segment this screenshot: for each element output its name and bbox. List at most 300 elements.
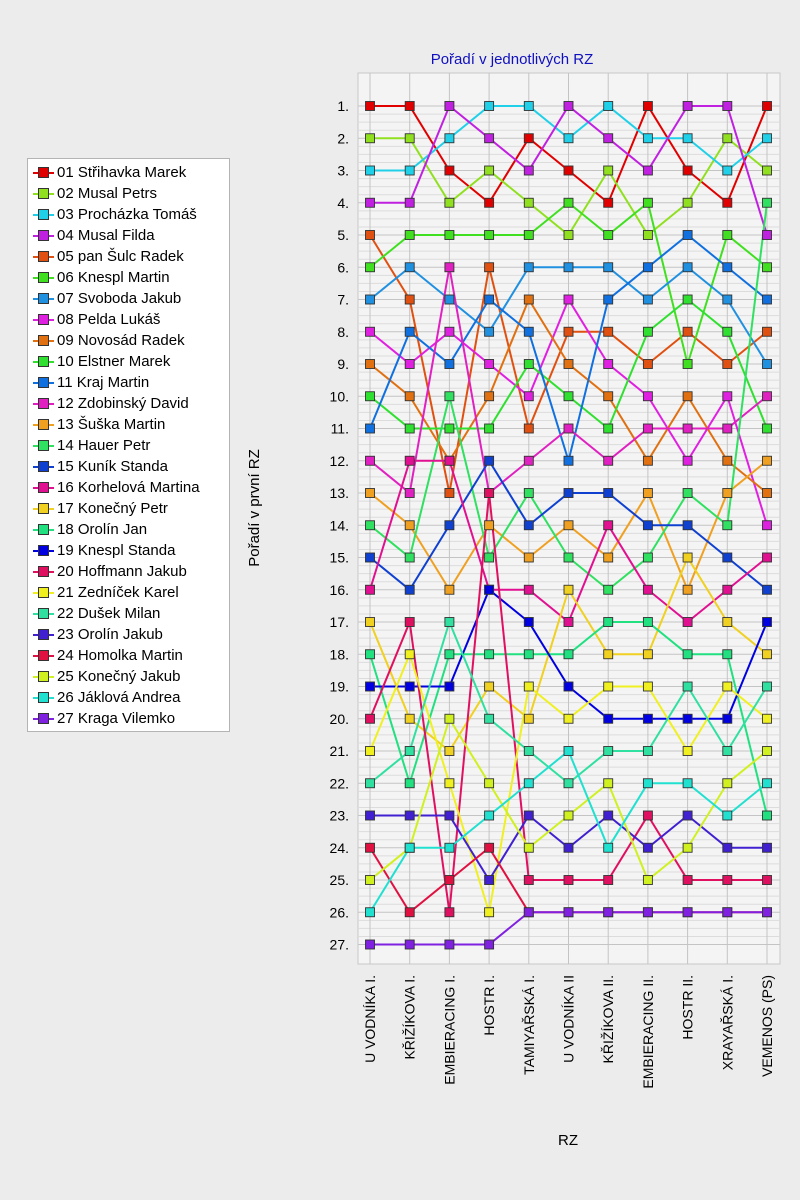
- data-point: [524, 747, 533, 756]
- data-point: [763, 747, 772, 756]
- y-tick-label: 18.: [329, 646, 349, 663]
- legend-marker: [38, 545, 49, 556]
- data-point: [643, 521, 652, 530]
- data-point: [683, 585, 692, 594]
- data-point: [445, 489, 454, 498]
- data-point: [564, 134, 573, 143]
- legend-item: [28, 582, 229, 603]
- data-point: [445, 618, 454, 627]
- data-point: [524, 166, 533, 175]
- legend: [27, 158, 230, 732]
- legend-label: 27 Kraga Vilemko: [57, 710, 176, 727]
- data-point: [405, 134, 414, 143]
- legend-item: [28, 309, 229, 330]
- data-point: [604, 263, 613, 272]
- data-point: [405, 456, 414, 465]
- y-tick-label: 2.: [337, 130, 349, 147]
- x-tick-label: HOSTR II.: [679, 975, 696, 1040]
- legend-item: [28, 519, 229, 540]
- data-point: [366, 908, 375, 917]
- data-point: [366, 102, 375, 111]
- data-point: [723, 650, 732, 659]
- data-point: [405, 327, 414, 336]
- data-point: [366, 682, 375, 691]
- data-point: [524, 424, 533, 433]
- data-point: [564, 489, 573, 498]
- data-point: [564, 327, 573, 336]
- data-point: [643, 585, 652, 594]
- data-point: [683, 327, 692, 336]
- data-point: [366, 489, 375, 498]
- x-tick-label: U VODNÍKA I.: [362, 975, 378, 1063]
- data-point: [683, 908, 692, 917]
- data-point: [723, 618, 732, 627]
- data-point: [763, 231, 772, 240]
- y-tick-label: 19.: [329, 678, 349, 695]
- legend-item: [28, 477, 229, 498]
- data-point: [683, 231, 692, 240]
- legend-label: 23 Orolín Jakub: [57, 626, 163, 643]
- data-point: [366, 456, 375, 465]
- data-point: [763, 102, 772, 111]
- data-point: [604, 198, 613, 207]
- legend-item: [28, 351, 229, 372]
- legend-marker: [38, 650, 49, 661]
- x-tick-label: XRAYAŘSKÁ I.: [719, 975, 736, 1071]
- legend-item: [28, 708, 229, 729]
- data-point: [366, 618, 375, 627]
- legend-marker: [38, 692, 49, 703]
- data-point: [683, 876, 692, 885]
- data-point: [485, 456, 494, 465]
- data-point: [763, 327, 772, 336]
- data-point: [366, 811, 375, 820]
- data-point: [564, 618, 573, 627]
- data-point: [723, 521, 732, 530]
- data-point: [763, 424, 772, 433]
- data-point: [564, 779, 573, 788]
- data-point: [604, 876, 613, 885]
- legend-marker: [38, 272, 49, 283]
- x-tick-labels: [362, 975, 775, 1089]
- data-point: [524, 263, 533, 272]
- data-point: [366, 263, 375, 272]
- data-point: [604, 682, 613, 691]
- legend-item: [28, 645, 229, 666]
- data-point: [643, 618, 652, 627]
- data-point: [643, 198, 652, 207]
- data-point: [643, 424, 652, 433]
- data-point: [683, 424, 692, 433]
- legend-marker: [38, 167, 49, 178]
- x-tick-label: KŘIŽÍKOVA II.: [600, 975, 617, 1064]
- data-point: [643, 843, 652, 852]
- y-tick-label: 7.: [337, 291, 349, 308]
- x-axis-label: RZ: [558, 1132, 578, 1149]
- data-point: [723, 585, 732, 594]
- data-point: [405, 779, 414, 788]
- y-tick-label: 14.: [329, 517, 349, 534]
- data-point: [445, 456, 454, 465]
- data-point: [485, 392, 494, 401]
- legend-item: [28, 288, 229, 309]
- legend-label: 08 Pelda Lukáš: [57, 311, 161, 328]
- y-tick-label: 9.: [337, 356, 349, 372]
- data-point: [445, 134, 454, 143]
- data-point: [524, 456, 533, 465]
- data-point: [643, 231, 652, 240]
- data-point: [683, 618, 692, 627]
- data-point: [445, 747, 454, 756]
- y-tick-label: 5.: [337, 227, 349, 243]
- legend-marker: [38, 230, 49, 241]
- data-point: [564, 650, 573, 659]
- y-tick-label: 12.: [329, 452, 349, 469]
- legend-label: 09 Novosád Radek: [57, 332, 185, 349]
- legend-label: 16 Korhelová Martina: [57, 479, 200, 496]
- data-point: [683, 650, 692, 659]
- data-point: [723, 360, 732, 369]
- data-point: [366, 327, 375, 336]
- data-point: [723, 456, 732, 465]
- data-point: [366, 876, 375, 885]
- data-point: [564, 102, 573, 111]
- legend-item: [28, 435, 229, 456]
- data-point: [604, 134, 613, 143]
- data-point: [524, 327, 533, 336]
- data-point: [445, 650, 454, 659]
- legend-marker: [38, 524, 49, 535]
- data-point: [763, 811, 772, 820]
- legend-marker: [38, 251, 49, 262]
- data-point: [604, 456, 613, 465]
- data-point: [564, 747, 573, 756]
- x-tick-label: KŘIŽÍKOVA I.: [401, 975, 418, 1060]
- legend-marker: [38, 503, 49, 514]
- data-point: [763, 198, 772, 207]
- data-point: [366, 392, 375, 401]
- legend-marker: [38, 461, 49, 472]
- data-point: [405, 360, 414, 369]
- data-point: [366, 134, 375, 143]
- data-point: [366, 424, 375, 433]
- data-point: [445, 392, 454, 401]
- data-point: [524, 811, 533, 820]
- data-point: [366, 779, 375, 788]
- data-point: [723, 843, 732, 852]
- legend-item: [28, 561, 229, 582]
- data-point: [524, 489, 533, 498]
- data-point: [366, 231, 375, 240]
- data-point: [723, 747, 732, 756]
- y-tick-label: 10.: [329, 388, 349, 405]
- data-point: [485, 521, 494, 530]
- data-point: [564, 198, 573, 207]
- legend-marker: [38, 188, 49, 199]
- legend-marker: [38, 398, 49, 409]
- y-tick-label: 25.: [329, 872, 349, 888]
- data-point: [763, 134, 772, 143]
- data-point: [683, 714, 692, 723]
- data-point: [485, 585, 494, 594]
- legend-label: 18 Orolín Jan: [57, 521, 148, 538]
- x-tick-label: HOSTR I.: [481, 975, 498, 1036]
- data-point: [405, 618, 414, 627]
- data-point: [445, 424, 454, 433]
- data-point: [564, 263, 573, 272]
- data-point: [763, 843, 772, 852]
- data-point: [723, 295, 732, 304]
- x-tick-label: EMBIERACING I.: [441, 975, 458, 1085]
- data-point: [643, 456, 652, 465]
- legend-label: 19 Knespl Standa: [57, 542, 176, 559]
- data-point: [763, 489, 772, 498]
- data-point: [366, 553, 375, 562]
- legend-label: 14 Hauer Petr: [57, 437, 151, 454]
- data-point: [683, 166, 692, 175]
- data-point: [405, 747, 414, 756]
- data-point: [763, 585, 772, 594]
- data-point: [564, 166, 573, 175]
- data-point: [683, 456, 692, 465]
- data-point: [524, 908, 533, 917]
- data-point: [366, 360, 375, 369]
- data-point: [524, 134, 533, 143]
- data-point: [445, 295, 454, 304]
- y-tick-label: 4.: [337, 194, 349, 211]
- y-tick-label: 24.: [329, 839, 349, 856]
- legend-marker: [38, 314, 49, 325]
- data-point: [564, 876, 573, 885]
- y-tick-label: 16.: [329, 581, 349, 598]
- data-point: [723, 489, 732, 498]
- data-point: [445, 811, 454, 820]
- legend-marker: [38, 377, 49, 388]
- data-point: [643, 489, 652, 498]
- data-point: [485, 134, 494, 143]
- data-point: [683, 360, 692, 369]
- data-point: [405, 424, 414, 433]
- data-point: [564, 295, 573, 304]
- data-point: [723, 553, 732, 562]
- data-point: [485, 166, 494, 175]
- data-point: [763, 553, 772, 562]
- legend-label: 26 Jáklová Andrea: [57, 689, 181, 706]
- y-tick-label: 27.: [329, 936, 349, 953]
- data-point: [723, 134, 732, 143]
- x-tick-label: TAMIYAŘSKÁ I.: [520, 975, 537, 1075]
- data-point: [524, 231, 533, 240]
- data-point: [564, 521, 573, 530]
- data-point: [445, 779, 454, 788]
- data-point: [723, 166, 732, 175]
- data-point: [683, 779, 692, 788]
- data-point: [723, 908, 732, 917]
- data-point: [405, 940, 414, 949]
- data-point: [485, 876, 494, 885]
- y-axis-label: Pořadí v první RZ: [246, 449, 263, 567]
- data-point: [485, 295, 494, 304]
- x-tick-label: EMBIERACING II.: [639, 975, 656, 1089]
- data-point: [445, 231, 454, 240]
- data-point: [643, 714, 652, 723]
- data-point: [763, 714, 772, 723]
- data-point: [405, 521, 414, 530]
- data-point: [604, 424, 613, 433]
- legend-item: [28, 414, 229, 435]
- data-point: [405, 392, 414, 401]
- legend-label: 07 Svoboda Jakub: [57, 290, 182, 307]
- y-tick-label: 20.: [329, 710, 349, 727]
- data-point: [485, 327, 494, 336]
- y-tick-label: 17.: [329, 614, 349, 630]
- data-point: [723, 876, 732, 885]
- data-point: [445, 714, 454, 723]
- data-point: [683, 295, 692, 304]
- y-tick-label: 26.: [329, 904, 349, 921]
- data-point: [405, 650, 414, 659]
- data-point: [485, 682, 494, 691]
- data-point: [643, 392, 652, 401]
- data-point: [485, 263, 494, 272]
- data-point: [604, 650, 613, 659]
- legend-label: 02 Musal Petrs: [57, 185, 158, 202]
- data-point: [366, 747, 375, 756]
- data-point: [763, 392, 772, 401]
- data-point: [643, 102, 652, 111]
- data-point: [763, 263, 772, 272]
- legend-label: 15 Kuník Standa: [57, 458, 168, 475]
- data-point: [524, 876, 533, 885]
- data-point: [524, 650, 533, 659]
- data-point: [405, 166, 414, 175]
- data-point: [643, 295, 652, 304]
- data-point: [604, 231, 613, 240]
- data-point: [445, 102, 454, 111]
- y-tick-labels: [330, 98, 349, 953]
- data-point: [366, 521, 375, 530]
- data-point: [564, 424, 573, 433]
- data-point: [564, 553, 573, 562]
- data-point: [405, 714, 414, 723]
- legend-label: 24 Homolka Martin: [57, 647, 183, 664]
- data-point: [763, 682, 772, 691]
- data-point: [723, 779, 732, 788]
- y-tick-label: 6.: [337, 259, 349, 276]
- data-point: [643, 811, 652, 820]
- legend-item: [28, 540, 229, 561]
- data-point: [524, 102, 533, 111]
- legend-marker: [38, 566, 49, 577]
- legend-marker: [38, 587, 49, 598]
- data-point: [604, 392, 613, 401]
- y-tick-label: 15.: [329, 549, 349, 566]
- data-point: [763, 876, 772, 885]
- legend-item: [28, 225, 229, 246]
- data-point: [445, 908, 454, 917]
- data-point: [405, 263, 414, 272]
- data-point: [723, 198, 732, 207]
- data-point: [445, 940, 454, 949]
- data-point: [485, 553, 494, 562]
- data-point: [683, 521, 692, 530]
- data-point: [485, 360, 494, 369]
- data-point: [604, 553, 613, 562]
- y-tick-label: 1.: [337, 98, 349, 114]
- data-point: [524, 392, 533, 401]
- legend-item: [28, 183, 229, 204]
- data-point: [763, 521, 772, 530]
- data-point: [524, 553, 533, 562]
- data-point: [524, 295, 533, 304]
- data-point: [643, 327, 652, 336]
- data-point: [366, 166, 375, 175]
- data-point: [683, 553, 692, 562]
- data-point: [485, 843, 494, 852]
- legend-label: 22 Dušek Milan: [57, 605, 161, 622]
- data-point: [366, 585, 375, 594]
- data-point: [723, 263, 732, 272]
- data-point: [524, 521, 533, 530]
- data-point: [763, 779, 772, 788]
- data-point: [763, 908, 772, 917]
- y-tick-label: 3.: [337, 162, 349, 179]
- legend-marker: [38, 671, 49, 682]
- data-point: [366, 198, 375, 207]
- data-point: [683, 811, 692, 820]
- legend-item: [28, 393, 229, 414]
- legend-label: 21 Zedníček Karel: [57, 584, 179, 601]
- data-point: [366, 295, 375, 304]
- legend-item: [28, 456, 229, 477]
- data-point: [643, 166, 652, 175]
- data-point: [564, 392, 573, 401]
- data-point: [683, 263, 692, 272]
- legend-label: 13 Šuška Martin: [57, 416, 166, 433]
- data-point: [564, 811, 573, 820]
- data-point: [445, 263, 454, 272]
- data-point: [564, 682, 573, 691]
- legend-item: [28, 246, 229, 267]
- legend-item: [28, 267, 229, 288]
- legend-item: [28, 603, 229, 624]
- data-point: [405, 231, 414, 240]
- data-point: [604, 360, 613, 369]
- data-point: [524, 198, 533, 207]
- data-point: [604, 521, 613, 530]
- y-tick-label: 23.: [329, 807, 349, 824]
- data-point: [524, 682, 533, 691]
- data-point: [485, 489, 494, 498]
- data-point: [643, 876, 652, 885]
- data-point: [604, 585, 613, 594]
- data-point: [524, 618, 533, 627]
- data-point: [643, 134, 652, 143]
- data-point: [683, 134, 692, 143]
- x-tick-label: VEMENOS (PS): [759, 975, 775, 1077]
- data-point: [366, 650, 375, 659]
- legend-label: 10 Elstner Marek: [57, 353, 171, 370]
- data-point: [445, 682, 454, 691]
- data-point: [564, 231, 573, 240]
- legend-marker: [38, 713, 49, 724]
- data-point: [643, 908, 652, 917]
- data-point: [604, 295, 613, 304]
- data-point: [604, 811, 613, 820]
- legend-marker: [38, 419, 49, 430]
- data-point: [723, 424, 732, 433]
- data-point: [366, 714, 375, 723]
